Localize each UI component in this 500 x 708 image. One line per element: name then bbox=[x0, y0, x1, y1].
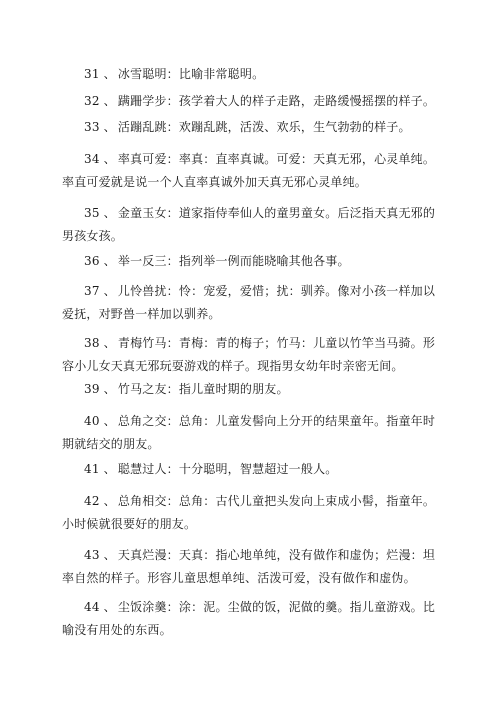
entry-text: 竹马之友：指儿童时期的朋友。 bbox=[117, 382, 289, 396]
entry-separator: 、 bbox=[103, 254, 116, 268]
entry-number: 44 bbox=[84, 600, 100, 614]
entry-separator: 、 bbox=[103, 94, 116, 108]
entry-number: 43 bbox=[84, 548, 100, 562]
entry-text: 聪慧过人：十分聪明，智慧超过一般人。 bbox=[117, 462, 338, 476]
entry-separator: 、 bbox=[103, 120, 116, 134]
entry-38 bbox=[62, 332, 440, 378]
entry-text: 举一反三：指列举一例而能晓喻其他各事。 bbox=[117, 254, 350, 268]
entry-separator: 、 bbox=[103, 548, 116, 562]
entry-text: 天真烂漫：天真：指心地单纯，没有做作和虚伪；烂漫：坦率自然的样子。形容儿童思想单纯、活泼可爱，没有做作和虚伪。 bbox=[62, 548, 436, 585]
entry-42 bbox=[62, 490, 440, 536]
entry-separator: 、 bbox=[103, 382, 116, 396]
entry-text: 率真可爱：率真：直率真诚。可爱：天真无邪，心灵单纯。率直可爱就是说一个人直率真诚外加天真无邪心灵单纯。 bbox=[62, 152, 436, 189]
entry-number: 34 bbox=[84, 152, 100, 166]
entry-text: 总角相交：总角：古代儿童把头发向上束成小髻，指童年。小时候就很要好的朋友。 bbox=[62, 494, 436, 531]
entry-33 bbox=[62, 116, 440, 139]
entry-39 bbox=[62, 378, 440, 401]
entry-40 bbox=[62, 410, 440, 456]
entry-32 bbox=[62, 90, 440, 113]
entry-number: 37 bbox=[84, 284, 100, 298]
entry-number: 32 bbox=[84, 94, 100, 108]
entry-separator: 、 bbox=[103, 494, 116, 508]
entry-separator: 、 bbox=[103, 284, 116, 298]
entry-37 bbox=[62, 280, 440, 326]
entry-separator: 、 bbox=[103, 206, 116, 220]
entry-number: 40 bbox=[84, 414, 100, 428]
entry-separator: 、 bbox=[103, 414, 116, 428]
entry-text: 青梅竹马：青梅：青的梅子；竹马：儿童以竹竿当马骑。形容小儿女天真无邪玩耍游戏的样子。现指男女幼年时亲密无间。 bbox=[62, 336, 436, 373]
entry-number: 35 bbox=[84, 206, 100, 220]
entry-text: 尘饭涂羹：涂：泥。尘做的饭，泥做的羹。指儿童游戏。比喻没有用处的东西。 bbox=[62, 600, 436, 637]
entry-text: 金童玉女：道家指侍奉仙人的童男童女。后泛指天真无邪的男孩女孩。 bbox=[62, 206, 436, 243]
entry-number: 41 bbox=[84, 462, 100, 476]
entry-43 bbox=[62, 544, 440, 590]
entry-text: 冰雪聪明：比喻非常聪明。 bbox=[117, 67, 265, 81]
entry-separator: 、 bbox=[103, 67, 116, 81]
entry-number: 31 bbox=[84, 67, 100, 81]
entry-number: 39 bbox=[84, 382, 100, 396]
entry-text: 儿怜兽扰：怜：宠爱，爱惜；扰：驯养。像对小孩一样加以爱抚，对野兽一样加以驯养。 bbox=[62, 284, 436, 321]
entry-separator: 、 bbox=[103, 600, 116, 614]
entry-number: 33 bbox=[84, 120, 100, 134]
entry-separator: 、 bbox=[103, 462, 116, 476]
entry-number: 38 bbox=[84, 336, 100, 350]
entry-separator: 、 bbox=[103, 336, 116, 350]
entry-35 bbox=[62, 202, 440, 248]
entry-36 bbox=[62, 250, 440, 273]
entry-41 bbox=[62, 458, 440, 481]
entry-separator: 、 bbox=[103, 152, 116, 166]
entry-44 bbox=[62, 596, 440, 642]
entry-text: 总角之交：总角：儿童发髻向上分开的结果童年。指童年时期就结交的朋友。 bbox=[62, 414, 436, 451]
entry-number: 42 bbox=[84, 494, 100, 508]
entry-34 bbox=[62, 148, 440, 194]
entry-number: 36 bbox=[84, 254, 100, 268]
entry-31 bbox=[62, 63, 440, 86]
entry-text: 活蹦乱跳：欢蹦乱跳，活泼、欢乐，生气勃勃的样子。 bbox=[117, 120, 411, 134]
entry-text: 蹒跚学步：孩学着大人的样子走路，走路缓慢摇摆的样子。 bbox=[117, 94, 436, 108]
